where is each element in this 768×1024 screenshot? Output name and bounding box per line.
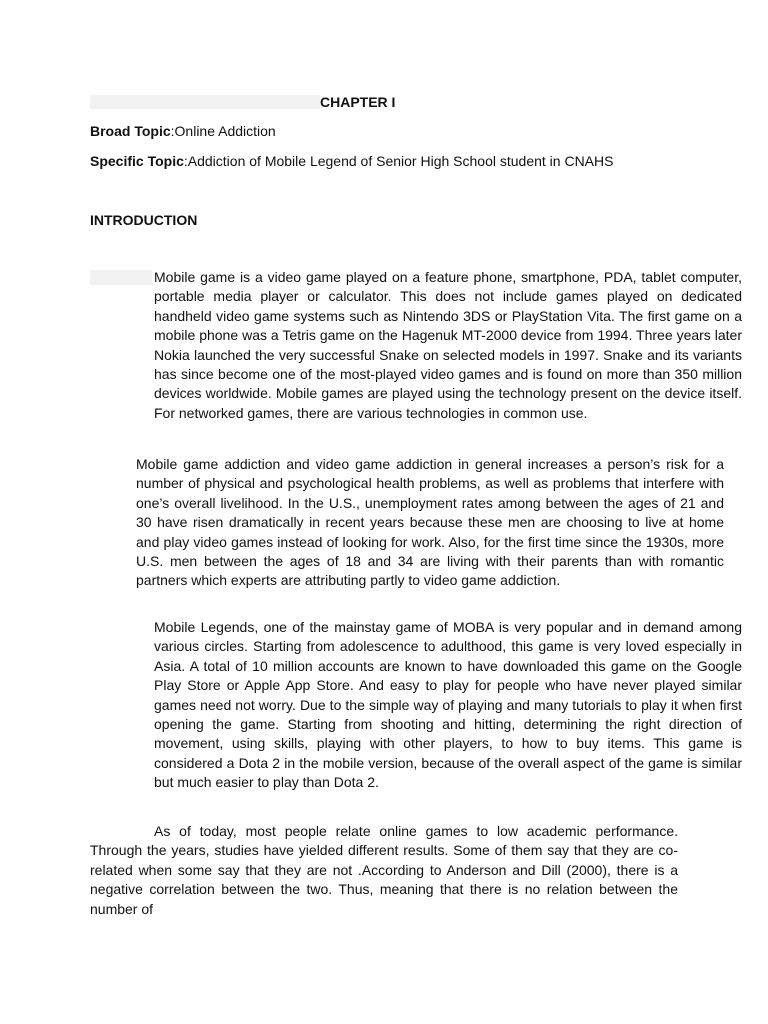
specific-topic-line bbox=[90, 152, 613, 170]
paragraph-mobile-legends: Mobile Legends, one of the mainstay game of MOBA is very popular and in demand among various circles. Starting from adolescence to adulthood, this game is very loved especially in Asia. A total of 10 million accounts are known to have downloaded this game on the Google Play Store or Apple App Store. And easy to play for people who have never played similar games need not worry. Due to the simple way of playing and many tutorials to play it when first opening the game. Starting from shooting and hitting, determining the right direction of movement, using skills, playing with other players, to how to buy items. This game is considered a Dota 2 in the mobile version, because of the overall aspect of the game is similar but much easier to play than Dota 2. bbox=[154, 619, 742, 791]
title-shade bbox=[90, 95, 320, 109]
paragraph-academic-performance-text: As of today, most people relate online games to low academic performance. Through the years, studies have yielded different results. Some of them say that they are co-related when some say that they are not .According to Anderson and Dill (2000), there is a negative correlation between the two. Thus, meaning that there is no relation between the number of bbox=[90, 823, 678, 917]
specific-topic-label: Specific Topic bbox=[90, 153, 184, 169]
chapter-title: CHAPTER I bbox=[320, 94, 396, 110]
specific-topic-value: :Addiction of Mobile Legend of Senior High School student in CNAHS bbox=[183, 153, 614, 169]
chapter-title-block bbox=[90, 93, 396, 111]
paragraph-mobile-game: Mobile game is a video game played on a feature phone, smartphone, PDA, tablet computer, portable media player or calculator. This does not include games played on dedicated handheld video game systems such as Nintendo 3DS or PlayStation Vita. The first game on a mobile phone was a Tetris game on the Hagenuk MT-2000 device from 1994. Three years later Nokia launched the very successful Snake on selected models in 1997. Snake and its variants has since become one of the most-played video games and is found on more than 350 million devices worldwide. Mobile games are played using the technology present on the device itself. For networked games, there are various technologies in common use. bbox=[154, 269, 742, 421]
broad-topic-line bbox=[90, 122, 276, 140]
introduction-heading: INTRODUCTION bbox=[90, 212, 198, 228]
broad-topic-label: Broad Topic bbox=[90, 123, 171, 139]
paragraph-game-addiction: Mobile game addiction and video game addiction in general increases a person’s risk for a number of physical and psychological health problems, as well as problems that interfere with one’s overall livelihood. In the U.S., unemployment rates among between the ages of 21 and 30 have risen dramatically in recent years because these men are choosing to live at home and play video games instead of looking for work. Also, for the first time since the 1930s, more U.S. men between the ages of 18 and 34 are living with their parents than with romantic partners which experts are attributing partly to video game addiction. bbox=[136, 456, 724, 589]
broad-topic-value: :Online Addiction bbox=[170, 123, 276, 139]
paragraph-academic-performance bbox=[90, 822, 678, 919]
